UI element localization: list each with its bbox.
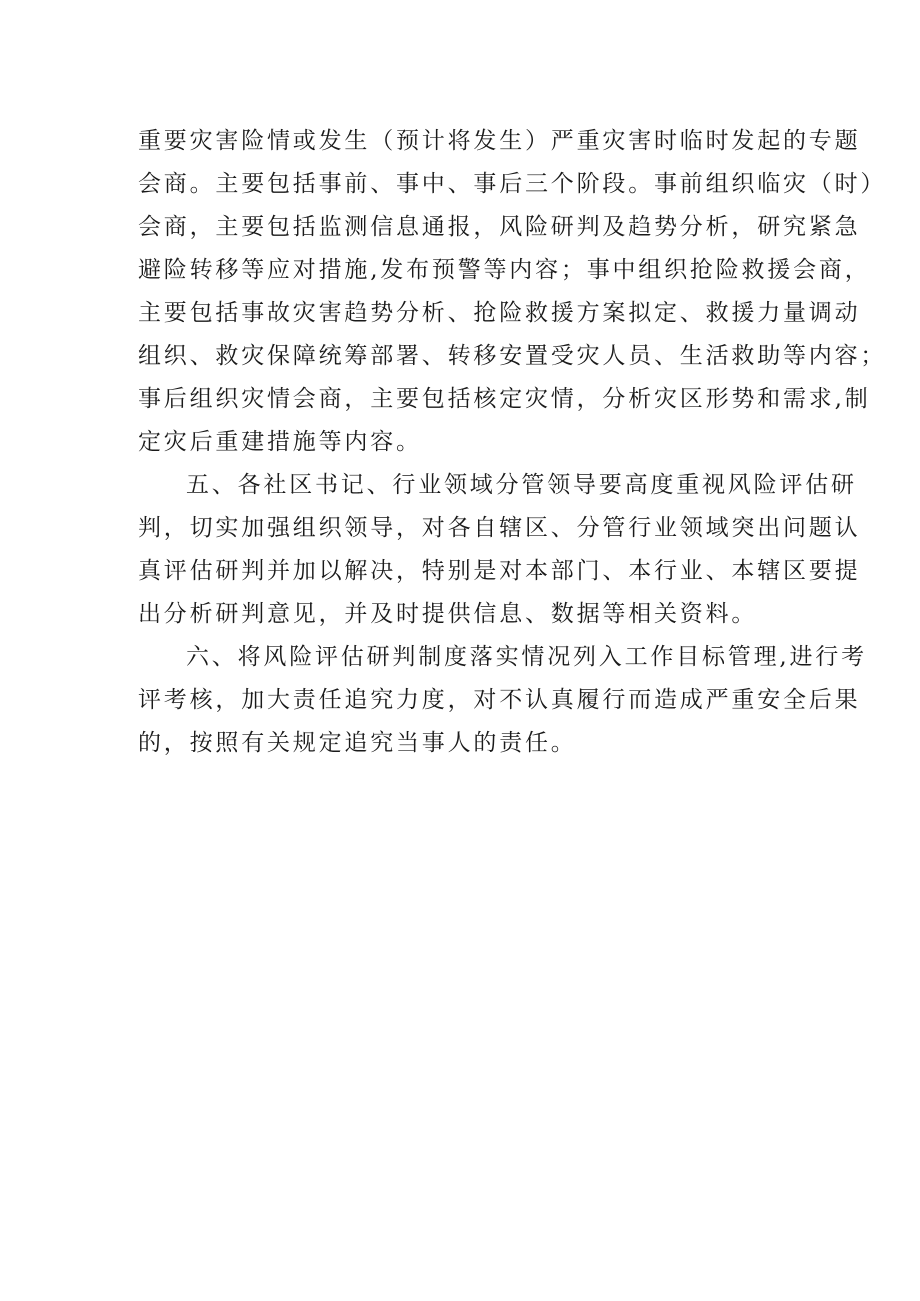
document-body (138, 120, 887, 765)
text-line: 定灾后重建措施等内容。 (138, 429, 422, 455)
text-line: 判，切实加强组织领导，对各自辖区、分管行业领域突出问题认 (138, 515, 861, 541)
text-line: 评考核，加大责任追究力度，对不认真履行而造成严重安全后果 (138, 687, 861, 713)
paragraph-meeting-types (138, 120, 887, 464)
text-line: 会商。主要包括事前、事中、事后三个阶段。事前组织临灾（时） (138, 171, 887, 197)
paragraph-item-six (138, 636, 867, 765)
text-line: 的，按照有关规定追究当事人的责任。 (138, 730, 577, 756)
text-line: 会商，主要包括监测信息通报，风险研判及趋势分析，研究紧急 (138, 214, 861, 240)
text-line: 事后组织灾情会商，主要包括核定灾情，分析灾区形势和需求,制 (138, 386, 871, 412)
text-line: 五、各社区书记、行业领域分管领导要高度重视风险评估研 (186, 472, 857, 498)
text-line: 出分析研判意见，并及时提供信息、数据等相关资料。 (138, 601, 758, 627)
text-line: 重要灾害险情或发生（预计将发生）严重灾害时临时发起的专题 (138, 128, 861, 154)
text-line: 六、将风险评估研判制度落实情况列入工作目标管理,进行考 (186, 644, 867, 670)
text-line: 主要包括事故灾害趋势分析、抢险救援方案拟定、救援力量调动 (138, 300, 861, 326)
text-line: 真评估研判并加以解决，特别是对本部门、本行业、本辖区要提 (138, 558, 861, 584)
text-line: 避险转移等应对措施,发布预警等内容；事中组织抢险救援会商， (138, 257, 871, 283)
paragraph-item-five (138, 464, 861, 636)
text-line: 组织、救灾保障统筹部署、转移安置受灾人员、生活救助等内容； (138, 343, 887, 369)
